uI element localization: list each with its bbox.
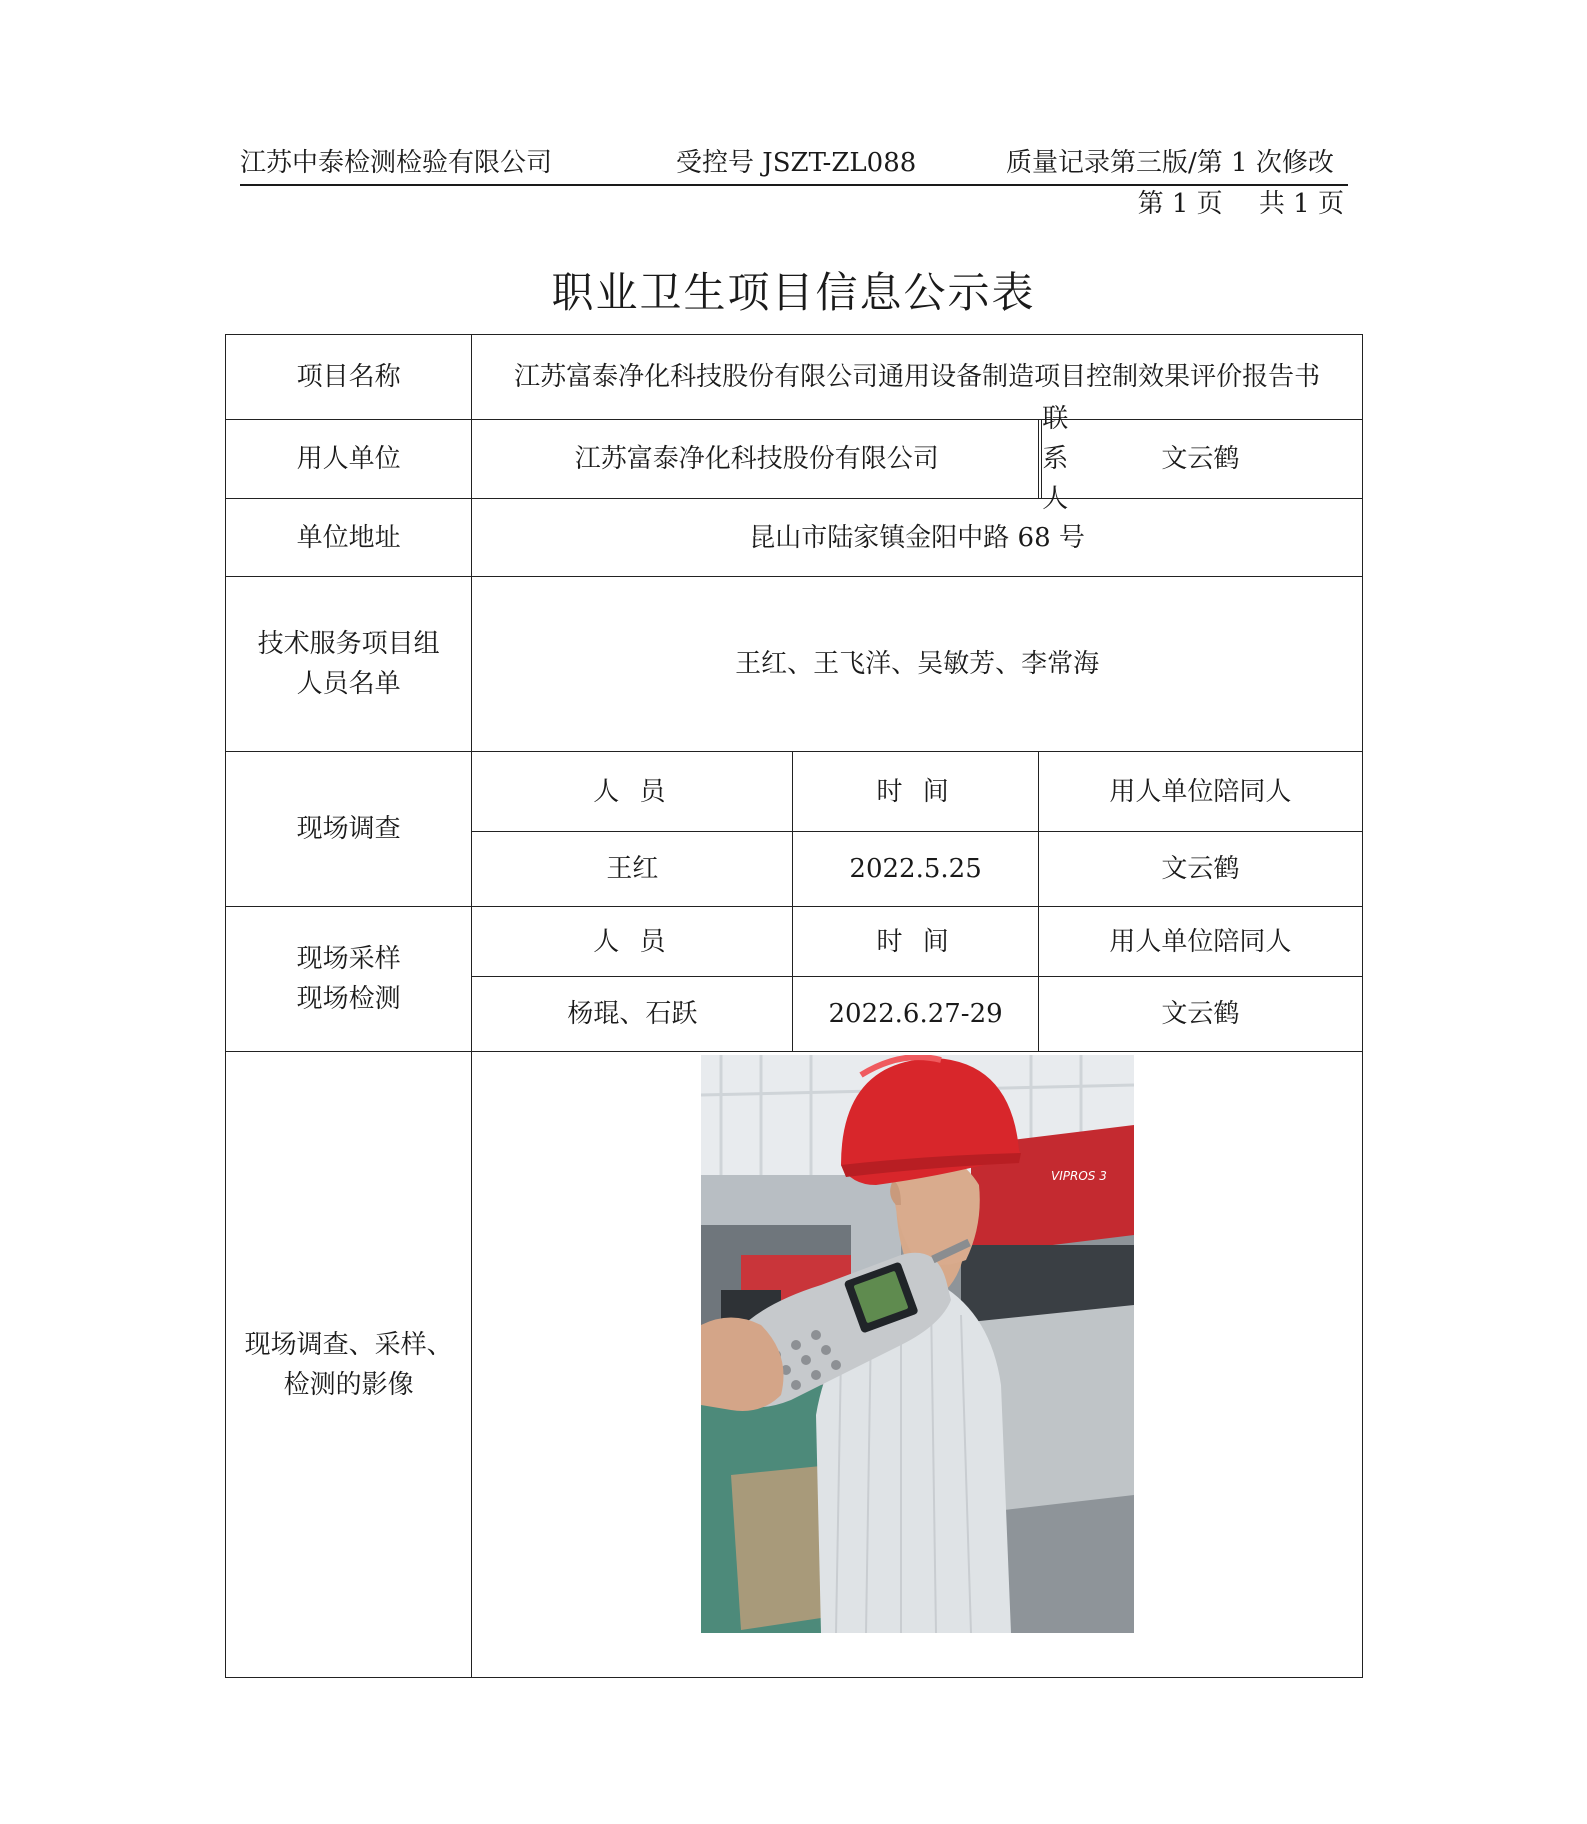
row-project-name xyxy=(226,335,1363,420)
sampling-person: 杨琨、石跃 xyxy=(472,977,793,1052)
employer-label: 用人单位 xyxy=(226,420,472,499)
project-name-value: 江苏富泰净化科技股份有限公司通用设备制造项目控制效果评价报告书 xyxy=(472,335,1363,420)
row-team xyxy=(226,577,1363,752)
survey-escort: 文云鹤 xyxy=(1038,832,1362,907)
info-table xyxy=(225,334,1363,1678)
team-label xyxy=(226,577,472,752)
sampling-label xyxy=(226,907,472,1052)
team-label-line2: 人员名单 xyxy=(296,669,401,699)
survey-person: 王红 xyxy=(472,832,793,907)
sampling-col-time: 时 间 xyxy=(793,907,1038,977)
employer-value xyxy=(472,404,1069,514)
header-revision: 质量记录第三版/第 1 次修改 xyxy=(1006,148,1334,178)
address-value: 昆山市陆家镇金阳中路 68 号 xyxy=(472,499,1363,577)
survey-col-person: 人 员 xyxy=(472,752,793,832)
row-employer xyxy=(226,420,1363,499)
images-label-line2: 检测的影像 xyxy=(283,1369,414,1400)
images-label-line1: 现场调查、采样、 xyxy=(244,1329,453,1360)
contact-label: 联系人 xyxy=(1042,404,1069,514)
survey-label: 现场调查 xyxy=(226,752,472,907)
images-cell xyxy=(472,1052,1363,1678)
row-sampling-header xyxy=(226,907,1363,977)
sampling-escort: 文云鹤 xyxy=(1038,977,1362,1052)
sampling-label-line2: 现场检测 xyxy=(296,984,401,1014)
page-info xyxy=(1132,186,1344,222)
page-total: 共 1 页 xyxy=(1258,189,1344,219)
survey-time: 2022.5.25 xyxy=(793,832,1038,907)
row-images xyxy=(226,1052,1363,1678)
address-label: 单位地址 xyxy=(226,499,472,577)
page-title: 职业卫生项目信息公示表 xyxy=(551,268,1036,317)
row-address xyxy=(226,499,1363,577)
sampling-time: 2022.6.27-29 xyxy=(793,977,1038,1052)
machine-label: VIPROS 3 xyxy=(1050,1169,1107,1183)
sampling-col-person: 人 员 xyxy=(472,907,793,977)
header-control-number: 受控号 JSZT-ZL088 xyxy=(676,148,917,178)
row-survey-header xyxy=(226,752,1363,832)
project-name-label: 项目名称 xyxy=(226,335,472,420)
survey-col-time: 时 间 xyxy=(793,752,1038,832)
images-label xyxy=(226,1052,472,1678)
contact-value-cell xyxy=(1038,404,1362,514)
sampling-col-escort: 用人单位陪同人 xyxy=(1038,907,1362,977)
survey-col-escort: 用人单位陪同人 xyxy=(1038,752,1362,832)
employer-name: 江苏富泰净化科技股份有限公司 xyxy=(472,420,1042,498)
team-label-line1: 技术服务项目组 xyxy=(257,629,440,659)
header-company: 江苏中泰检测检验有限公司 xyxy=(240,148,553,178)
contact-value: 文云鹤 xyxy=(1161,444,1240,474)
page-number: 第 1 页 xyxy=(1137,189,1223,219)
sampling-label-line1: 现场采样 xyxy=(296,944,401,974)
team-value: 王红、王飞洋、吴敏芳、李常海 xyxy=(472,577,1363,752)
site-photo xyxy=(701,1055,1134,1633)
